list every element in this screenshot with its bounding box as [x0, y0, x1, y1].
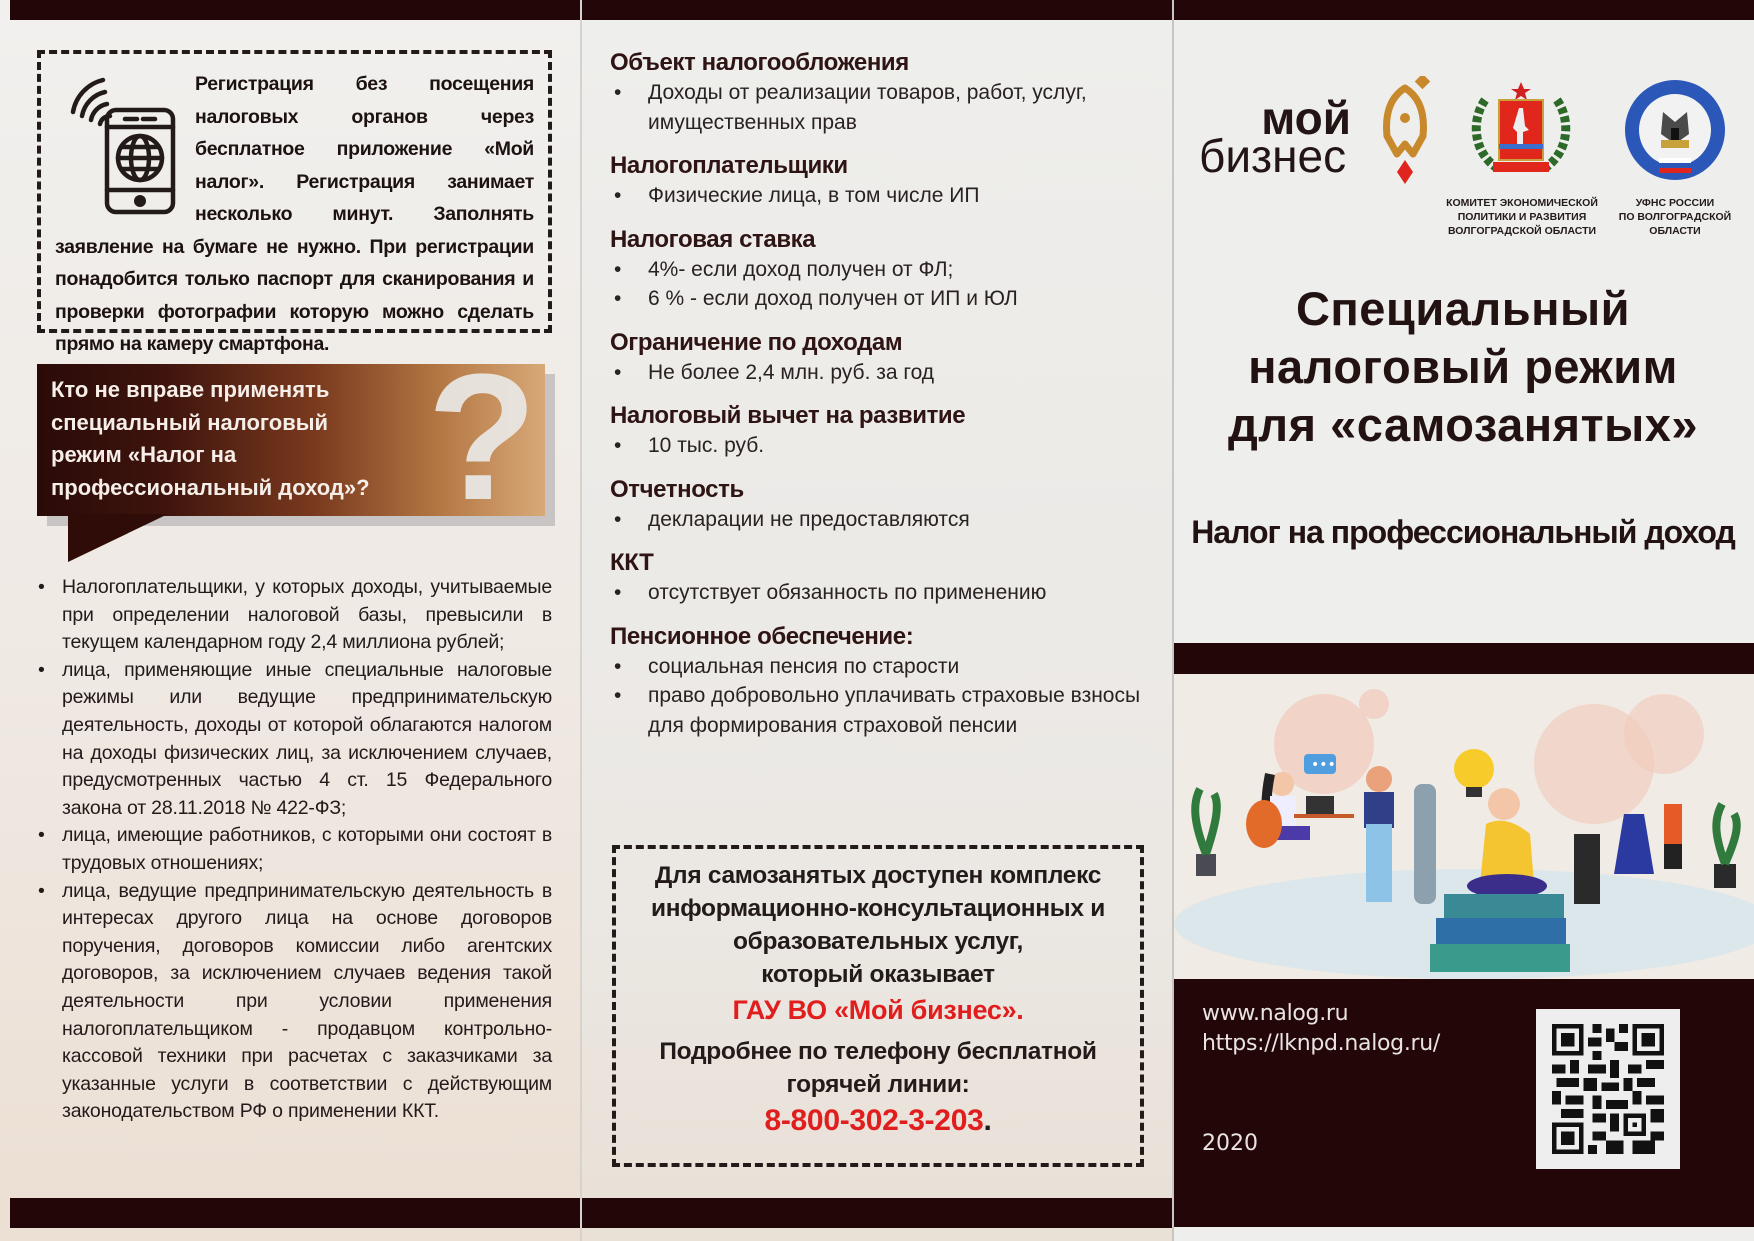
brochure-title [1180, 280, 1746, 454]
list-item-text: лица, имеющие работников, с которыми они состоят в трудовых отношениях; [62, 824, 552, 874]
list-item-text: Физические лица, в том числе ИП [648, 184, 980, 207]
bullet-icon: • [614, 684, 622, 707]
phone-number[interactable]: 8-800-302-3-203 [764, 1104, 984, 1137]
qr-pattern [1552, 1024, 1664, 1154]
moi-biznes-logo [1199, 92, 1351, 182]
phone-suffix: . [983, 1104, 992, 1137]
question-line: режим «Налог на [51, 442, 237, 467]
list-item-text: отсутствует обязанность по применению [648, 581, 1047, 604]
section-title: Объект налогообложения [610, 49, 909, 76]
list-item [32, 878, 552, 1126]
list-item-text: лица, ведущие предпринимательскую деятельность в интересах другого лица на основе договоров поручения, договоров комиссии либо агентских договоров, за исключением случаев ведения такой деятельности при условии применения налогоплательщиком - продавцом контрольно-кассовой техники при расчетах с заказчиками за указанные услуги в соответствии с действующим законодательством РФ о применении ККТ. [62, 879, 552, 1123]
list-item-text: право добровольно уплачивать страховые взносы для формирования страховой пенсии [648, 684, 1141, 737]
title-line: налоговый режим [1248, 340, 1678, 393]
volgograd-emblem-icon [1467, 80, 1575, 180]
title-line: для «самозанятых» [1227, 398, 1699, 451]
list-item-text: Налогоплательщики, у которых доходы, учитываемые при определении налоговой базы, превысили в текущем календарном году 2,4 миллиона рублей; [62, 576, 552, 654]
question-heading [51, 374, 370, 504]
nalog-link[interactable]: www.nalog.ru [1202, 1001, 1349, 1026]
bullet-icon: • [614, 360, 622, 384]
hotline-phone[interactable] [634, 1101, 1122, 1141]
bullet-icon: • [38, 576, 45, 598]
committee-caption [1427, 196, 1617, 238]
provider-name: ГАУ ВО «Мой бизнес». [732, 995, 1024, 1025]
section-title: Налоговый вычет на развитие [610, 402, 966, 429]
list-item [610, 578, 1150, 608]
info-services-text: Для самозанятых доступен комплекс информационно-консультационных и образовательных услуг, [650, 862, 1106, 955]
top-bar-left [10, 0, 580, 20]
question-mark-icon: ? [427, 337, 537, 538]
section-title: ККТ [610, 549, 654, 576]
list-item [610, 358, 1150, 388]
list-item [610, 78, 1150, 137]
list-item [32, 574, 552, 657]
section-deduction [610, 401, 1150, 461]
list-item-text: социальная пенсия по старости [648, 654, 960, 678]
logo-word-biznes: бизнес [1199, 130, 1347, 182]
section-title: Налоговая ставка [610, 225, 816, 253]
list-item [610, 284, 1150, 314]
section-kkt [610, 548, 1150, 608]
rocket-icon [1377, 76, 1433, 186]
section-title: Пенсионное обеспечение: [610, 622, 914, 650]
list-item-text: 10 тыс. руб. [648, 434, 765, 457]
fns-emblem-icon [1623, 78, 1727, 182]
self-employed-people-illustration [1174, 674, 1754, 979]
caption-line: КОМИТЕТ ЭКОНОМИЧЕСКОЙ [1446, 197, 1598, 209]
top-bar-middle [582, 0, 1172, 20]
qr-code-icon[interactable] [1536, 1009, 1680, 1169]
bullet-icon: • [614, 257, 622, 281]
list-item-text: лица, применяющие иные специальные налоговые режимы или ведущие предпринимательскую деятельность, доходы от которой облагаются налогом на доходы физических лиц, за исключением случаев, предусмотренных частью 4 ст. 15 Федерального закона от 28.11.2018 № 422-ФЗ; [62, 658, 552, 819]
illustration-art [1174, 674, 1754, 979]
list-item [610, 255, 1150, 285]
bullet-icon: • [614, 287, 622, 310]
section-title: Ограничение по доходам [610, 328, 903, 356]
publication-year: 2020 [1202, 1131, 1258, 1156]
bullet-icon: • [38, 879, 45, 902]
logos-row [1195, 70, 1740, 250]
list-item-text: декларации не предоставляются [648, 507, 970, 531]
lknpd-link[interactable]: https://lknpd.nalog.ru/ [1202, 1031, 1441, 1056]
brochure-subtitle: Налог на профессиональный доход [1191, 514, 1735, 550]
title-line: Специальный [1295, 282, 1631, 335]
smartphone-globe-wifi-icon [55, 70, 185, 220]
list-item-text: Доходы от реализации товаров, работ, услуг, имущественных прав [648, 81, 1087, 134]
section-reporting [610, 475, 1150, 535]
list-item [610, 431, 1150, 461]
bottom-bar-middle [582, 1198, 1172, 1228]
list-item [32, 657, 552, 823]
list-item-text: Не более 2,4 млн. руб. за год [648, 360, 935, 384]
svg-text:•••: ••• [1311, 757, 1336, 773]
section-pension [610, 622, 1150, 741]
section-taxpayers [610, 151, 1150, 211]
divider-band [1174, 643, 1754, 674]
caption-line: ПОЛИТИКИ И РАЗВИТИЯ [1457, 211, 1587, 223]
caption-line: ПО ВОЛГОГРАДСКОЙ [1618, 211, 1732, 223]
bullet-icon: • [614, 581, 622, 604]
question-line: специальный налоговый [51, 409, 329, 435]
list-item [32, 822, 552, 877]
list-item-text: 4%- если доход получен от ФЛ; [648, 257, 954, 281]
registration-text [55, 68, 534, 361]
question-bubble [37, 337, 545, 538]
list-item [610, 505, 1150, 535]
list-item [610, 652, 1150, 682]
registration-box [37, 50, 552, 355]
restrictions-list [32, 574, 552, 1126]
tax-regime-details [610, 48, 1150, 754]
top-bar-right [1174, 0, 1754, 20]
bubble-tail [68, 514, 178, 562]
caption-line: УФНС РОССИИ [1635, 197, 1715, 209]
bullet-icon: • [38, 824, 45, 847]
list-item-text: 6 % - если доход получен от ИП и ЮЛ [648, 287, 1018, 310]
section-object [610, 48, 1150, 137]
question-line: профессиональный доход»? [51, 474, 370, 500]
bullet-icon: • [614, 654, 622, 678]
info-provider-label: который оказывает [761, 961, 995, 988]
hotline-label: Подробнее по телефону бесплатной горячей линии: [659, 1038, 1097, 1098]
bullet-icon: • [614, 184, 622, 207]
question-line: Кто не вправе применять [51, 377, 330, 402]
list-item [610, 181, 1150, 211]
section-tax-rate [610, 225, 1150, 314]
caption-line: ОБЛАСТИ [1649, 225, 1701, 237]
registration-paragraph: Регистрация без посещения налоговых органов через бесплатное приложение «Мой налог». Регистрация занимает несколько минут. Заполнять заявление на бумаге не нужно. При регистрации понадобится только паспорт для сканирования и проверки фотографии которую можно сделать прямо на камеру смартфона. [55, 73, 534, 355]
section-income-limit [610, 328, 1150, 388]
bullet-icon: • [38, 658, 45, 681]
logo-word-moi: мой [1261, 92, 1351, 144]
bullet-icon: • [614, 507, 622, 531]
fns-caption [1605, 196, 1745, 238]
section-title: Отчетность [610, 475, 744, 503]
caption-line: ВОЛГОГРАДСКОЙ ОБЛАСТИ [1447, 225, 1597, 237]
bottom-bar-left [10, 1198, 580, 1228]
list-item [610, 681, 1150, 740]
section-title: Налогоплательщики [610, 152, 848, 179]
contacts-footer [1174, 979, 1754, 1227]
info-box [612, 845, 1144, 1167]
bullet-icon: • [614, 434, 622, 457]
bullet-icon: • [614, 81, 622, 104]
